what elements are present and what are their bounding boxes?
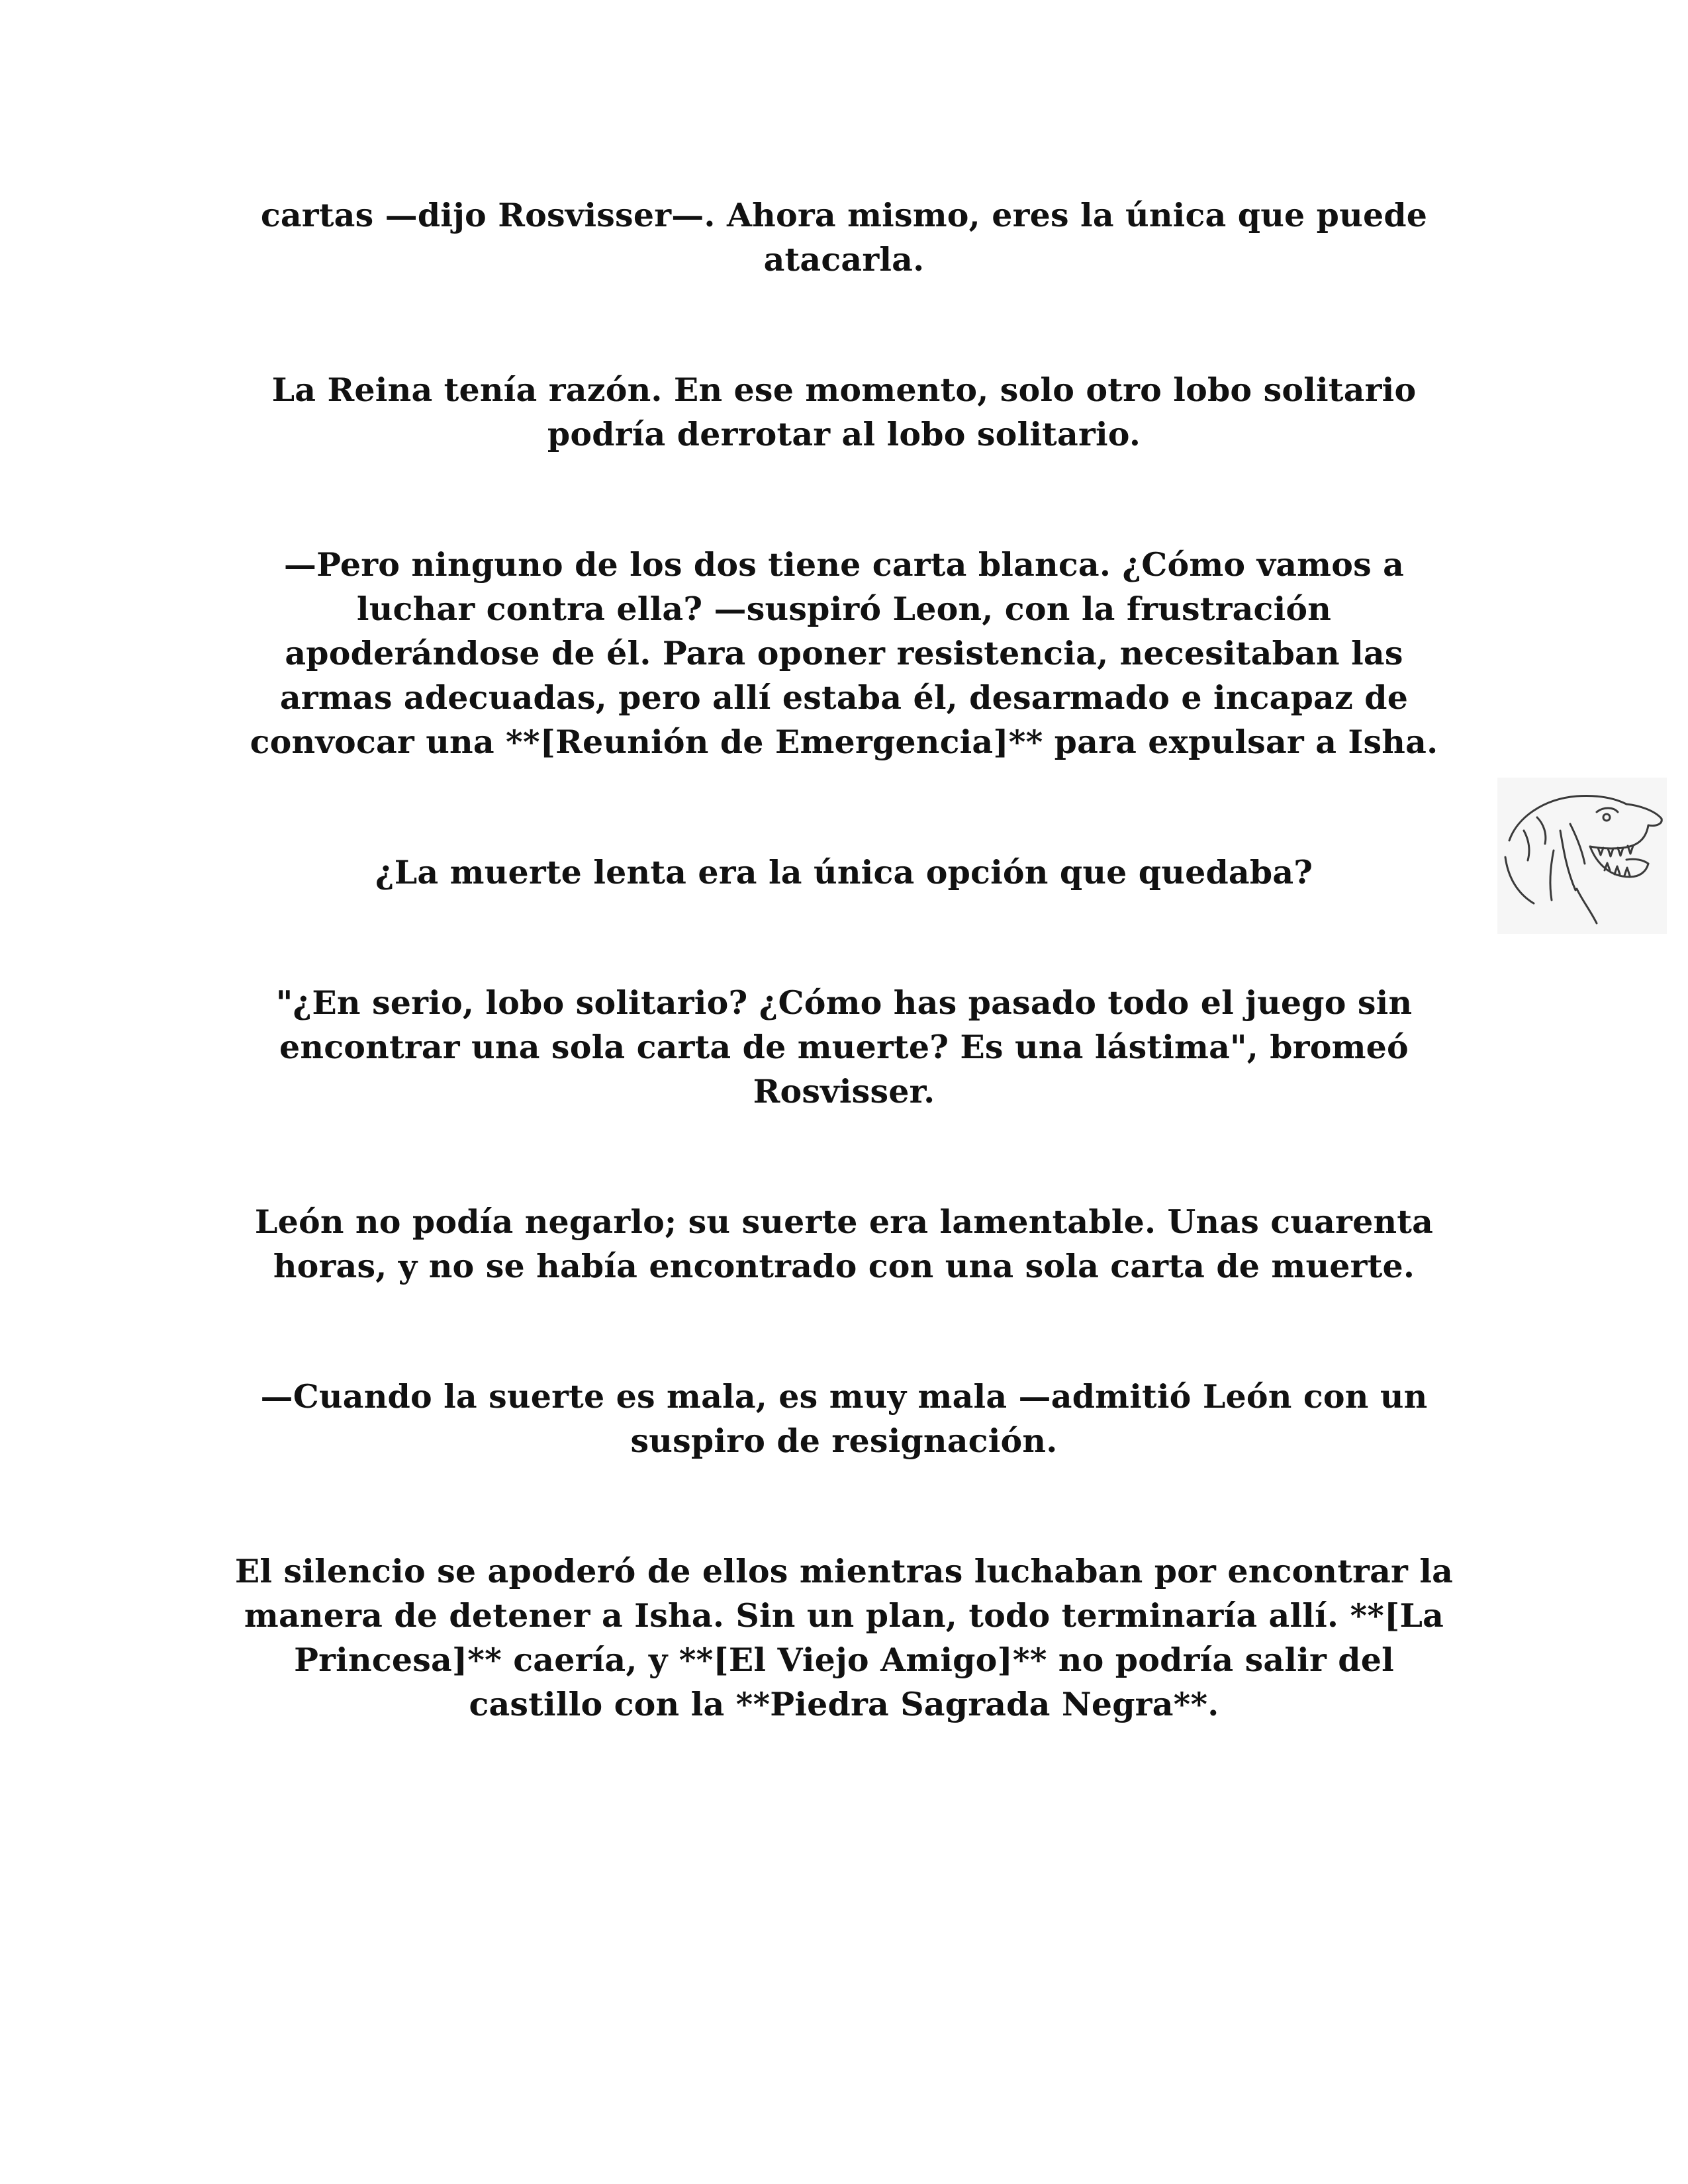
paragraph-6: León no podía negarlo; su suerte era lamentable. Unas cuarenta horas, y no se había encontrado con una sola carta de muerte.: [254, 1203, 1434, 1285]
paragraph-5: "¿En serio, lobo solitario? ¿Cómo has pasado todo el juego sin encontrar una sola carta de muerte? Es una lástima", bromeó Rosvisser.: [275, 983, 1413, 1111]
text-column: [225, 193, 1463, 1727]
paragraph-3: —Pero ninguno de los dos tiene carta blanca. ¿Cómo vamos a luchar contra ella? —suspiró Leon, con la frustración apoderándose de él. Para oponer resistencia, necesitaban las armas adecuadas, pero allí estaba él, desarmado e incapaz de convocar una **[Reunión de Emergencia]** para expulsar a Isha.: [250, 545, 1438, 761]
paragraph-1: cartas —dijo Rosvisser—. Ahora mismo, eres la única que puede atacarla.: [260, 196, 1428, 279]
dinosaur-head-icon: [1497, 778, 1667, 934]
paragraph-8: El silencio se apoderó de ellos mientras luchaban por encontrar la manera de detener a Isha. Sin un plan, todo terminaría allí. **[La Princesa]** caería, y **[El Viejo Amigo]** no podría salir del castillo con la **Piedra Sagrada Negra**.: [234, 1552, 1454, 1723]
paragraph-7: —Cuando la suerte es mala, es muy mala —admitió León con un suspiro de resignación.: [260, 1377, 1428, 1460]
paragraph-4: ¿La muerte lenta era la única opción que quedaba?: [375, 853, 1313, 891]
paragraph-2: La Reina tenía razón. En ese momento, solo otro lobo solitario podría derrotar al lobo solitario.: [271, 371, 1417, 453]
